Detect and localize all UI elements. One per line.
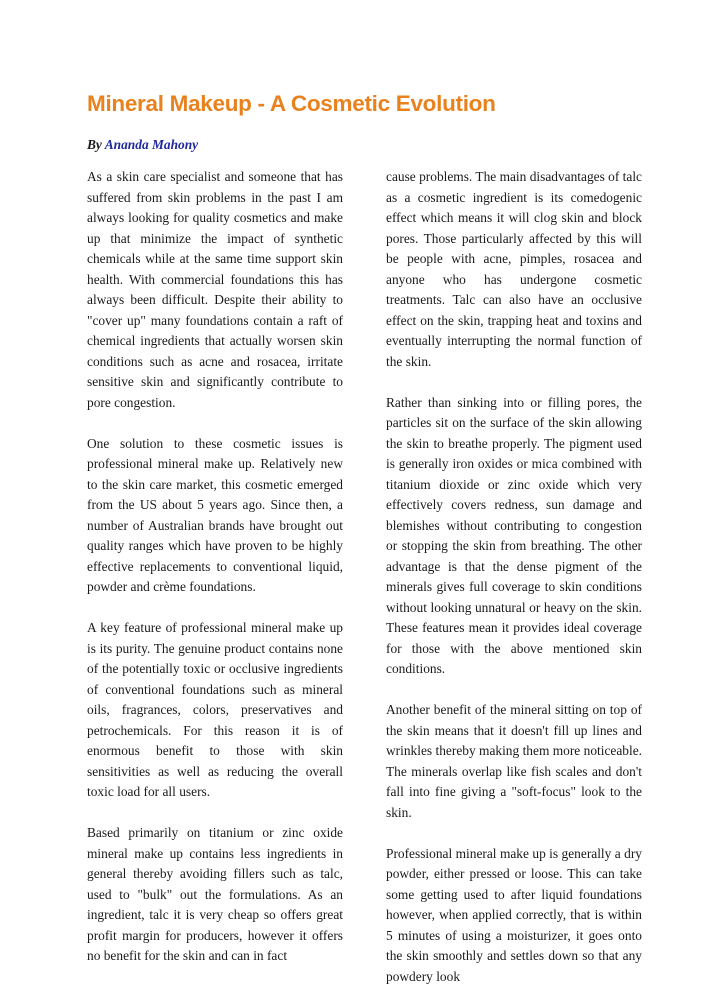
- paragraph: As a skin care specialist and someone that has suffered from skin problems in the past I am always looking for quality cosmetics and make up that minimize the impact of synthetic chemicals while at the same time support skin health. With commercial foundations this has always been difficult. Despite their ability to "cover up" many foundations contain a raft of chemical ingredients that actually worsen skin conditions such as acne and rosacea, irritate sensitive skin and significantly contribute to pore congestion.: [87, 169, 343, 410]
- paragraph: A key feature of professional mineral make up is its purity. The genuine product contains none of the potentially toxic or occlusive ingredients of conventional foundations such as mineral oils, fragrances, colors, preservatives and petrochemicals. For this reason it is of enormous benefit to those with skin sensitivities as well as reducing the overall toxic load for all users.: [87, 620, 343, 799]
- left-column: [87, 167, 343, 987]
- byline-prefix: By: [87, 137, 102, 152]
- paragraph: Professional mineral make up is generally a dry powder, either pressed or loose. This can take some getting used to after liquid foundations however, when applied correctly, that is within 5 minutes of using a moisturizer, it goes onto the skin smoothly and settles down so that any powdery look: [386, 845, 642, 984]
- article-title: Mineral Makeup - A Cosmetic Evolution: [87, 91, 496, 116]
- author-name: Ananda Mahony: [104, 137, 199, 152]
- byline: [87, 136, 198, 153]
- paragraph: Another benefit of the mineral sitting on top of the skin means that it doesn't fill up lines and wrinkles thereby making them more noticeable. The minerals overlap like fish scales and don't fall into fine giving a "soft-focus" look to the skin.: [386, 702, 642, 820]
- paragraph: Rather than sinking into or filling pores, the particles sit on the surface of the skin allowing the skin to breathe properly. The pigment used is generally iron oxides or mica combined with titanium dioxide or zinc oxide which very effectively covers redness, sun damage and blemishes without contributing to congestion or stopping the skin from breathing. The other advantage is that the dense pigment of the minerals gives full coverage to skin conditions without looking unnatural or heavy on the skin. These features mean it provides ideal coverage for those with the above mentioned skin conditions.: [386, 394, 642, 676]
- paragraph: Based primarily on titanium or zinc oxide mineral make up contains less ingredients in general thereby avoiding fillers such as talc, used to "bulk" out the formulations. As an ingredient, talc it is very cheap so offers great profit margin for producers, however it offers no benefit for the skin and can in fact: [87, 825, 343, 963]
- paragraph: cause problems. The main disadvantages of talc as a cosmetic ingredient is its comedogenic effect which means it will clog skin and block pores. Those particularly affected by this will be people with acne, pimples, rosacea and anyone who has undergone cosmetic treatments. Talc can also have an occlusive effect on the skin, trapping heat and toxins and eventually interrupting the normal function of the skin.: [386, 169, 642, 369]
- paragraph: One solution to these cosmetic issues is professional mineral make up. Relatively new to the skin care market, this cosmetic emerged from the US about 5 years ago. Since then, a number of Australian brands have brought out quality ranges which have proven to be highly effective replacements to conventional liquid, powder and crème foundations.: [87, 435, 343, 594]
- right-column: [386, 167, 642, 1008]
